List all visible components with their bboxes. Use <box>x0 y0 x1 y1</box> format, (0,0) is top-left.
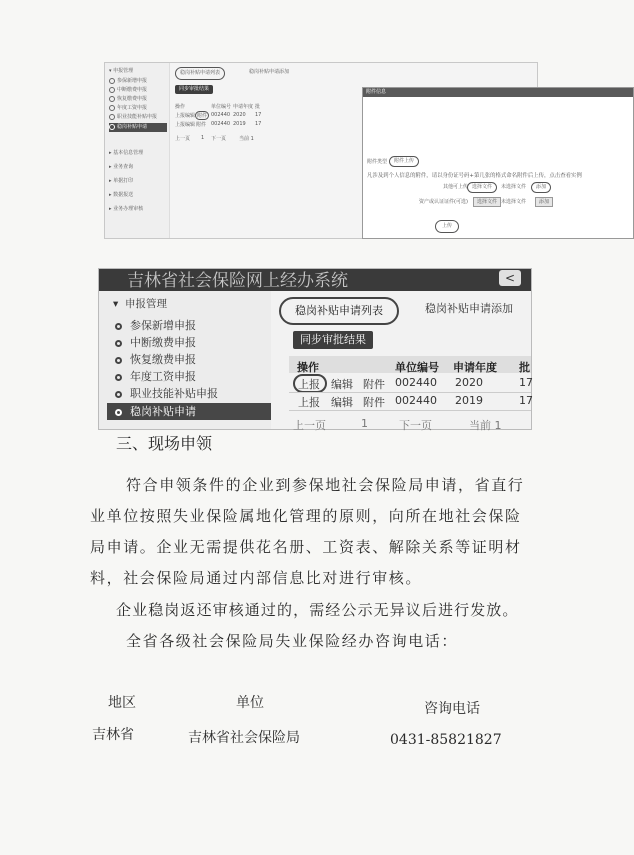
sidebar-group[interactable]: ▸ 业务办理审核 <box>109 206 144 212</box>
sidebar-item[interactable]: 参保新增申报 <box>115 317 271 334</box>
paragraph-line: 料，社会保险局通过内部信息比对进行审核。 <box>90 569 423 587</box>
system-header <box>99 269 531 291</box>
upload-button[interactable]: 上传 <box>435 220 459 233</box>
edit-link[interactable]: 编辑 <box>185 113 196 119</box>
pager-next[interactable]: 下一页 <box>399 419 432 432</box>
table-cell: 17 <box>255 112 262 118</box>
bullet-icon <box>109 96 115 102</box>
sync-results-button[interactable]: 同步审批结果 <box>175 85 213 94</box>
table-header: 单位编号 <box>395 361 439 374</box>
add-button[interactable]: 添加 <box>531 182 551 193</box>
sidebar-item[interactable]: 年度工资申报 <box>115 368 271 385</box>
row-divider <box>289 392 531 393</box>
choose-file-button[interactable]: 选择文件 <box>473 197 501 207</box>
attach-upload-pill[interactable]: 附件上传 <box>389 156 419 167</box>
paragraph-line: 全省各级社会保险局失业保险经办咨询电话： <box>126 632 459 650</box>
contact-cell-region: 吉林省 <box>92 727 134 743</box>
edit-link[interactable]: 编辑 <box>331 378 353 391</box>
attachment-link[interactable]: 附件 <box>363 378 385 391</box>
pager-page[interactable]: 1 <box>201 135 205 141</box>
dialog-title: 附件信息 <box>363 88 633 97</box>
tab-apply-add[interactable]: 稳岗补贴申请添加 <box>249 69 290 75</box>
report-link[interactable]: 上报 <box>298 378 320 391</box>
pager-page[interactable]: 1 <box>361 417 368 430</box>
sidebar-group[interactable]: ▸ 数据报送 <box>109 192 134 198</box>
table-cell: 17 <box>519 394 533 407</box>
row-divider <box>289 410 531 411</box>
tab-apply-list[interactable]: 稳岗补贴申请列表 <box>279 297 399 325</box>
report-link[interactable]: 上报 <box>298 396 320 409</box>
table-header: 批 <box>519 361 530 374</box>
contact-header-phone: 咨询电话 <box>424 701 480 717</box>
sidebar-group[interactable]: ▸ 单据打印 <box>109 178 134 184</box>
table-cell: 17 <box>519 376 533 389</box>
bullet-icon <box>115 357 122 364</box>
table-cell: 2019 <box>455 394 483 407</box>
paragraph-line: 局申请。企业无需提供花名册、工资表、解除关系等证明材 <box>90 538 522 556</box>
table-header: 操作 <box>297 361 319 374</box>
bullet-icon <box>109 78 115 84</box>
tab-apply-add[interactable]: 稳岗补贴申请添加 <box>425 302 513 315</box>
system-title: 吉林省社会保险网上经办系统 <box>127 271 348 291</box>
paragraph-line: 业单位按照失业保险属地化管理的原则，向所在地社会保险 <box>90 507 522 525</box>
attachment-link[interactable]: 附件 <box>197 113 208 119</box>
sidebar-item[interactable]: 参保新增申报 <box>109 77 167 86</box>
row-label: 资产或认证证件(可选) <box>419 199 468 205</box>
edit-link[interactable]: 编辑 <box>331 396 353 409</box>
table-cell: 002440 <box>395 394 437 407</box>
bullet-icon <box>115 409 122 416</box>
contact-cell-phone: 0431-85821827 <box>390 732 502 748</box>
add-button[interactable]: 添加 <box>535 197 553 207</box>
attachment-link[interactable]: 附件 <box>363 396 385 409</box>
bullet-icon <box>109 87 115 93</box>
report-link[interactable]: 上报 <box>175 122 186 128</box>
sidebar-group[interactable]: ▸ 业务查询 <box>109 164 134 170</box>
table-header: 批 <box>255 104 261 110</box>
table-cell: 2020 <box>455 376 483 389</box>
table-cell: 002440 <box>211 121 231 127</box>
sidebar-item[interactable]: 职业技能补贴申报 <box>109 113 167 122</box>
contact-cell-unit: 吉林省社会保险局 <box>188 730 300 746</box>
sidebar-item-active[interactable]: 稳岗补贴申请 <box>109 123 167 132</box>
sidebar-item[interactable]: 中断缴费申报 <box>109 86 167 95</box>
paragraph-line: 符合申领条件的企业到参保地社会保险局申请，省直行 <box>126 476 525 494</box>
bullet-icon <box>115 340 122 347</box>
table-header: 申请年度 <box>453 361 497 374</box>
sidebar <box>105 63 170 238</box>
bullet-icon <box>115 391 122 398</box>
table-header: 申请年度 <box>233 104 254 110</box>
screenshot-apply-list <box>98 268 532 430</box>
naming-note: 凡涉及到个人信息的附件，请以身份证号码+第几张的格式命名附件后上传，点击查看实例 <box>367 173 582 179</box>
table-cell: 2019 <box>233 121 246 127</box>
pager-current: 当前 1 <box>239 136 254 142</box>
bullet-icon <box>115 374 122 381</box>
sidebar-item[interactable]: 恢复缴费申报 <box>115 351 271 368</box>
attachment-dialog <box>362 87 634 239</box>
pager-prev[interactable]: 上一页 <box>175 136 191 142</box>
pager-next[interactable]: 下一页 <box>211 136 227 142</box>
attachment-link[interactable]: 附件 <box>196 122 207 128</box>
table-cell: 002440 <box>395 376 437 389</box>
table-header: 操作 <box>175 104 186 110</box>
pager-current: 当前 1 <box>469 419 502 432</box>
contact-header-region: 地区 <box>108 695 136 711</box>
sidebar <box>99 291 271 429</box>
sidebar-menu-head[interactable]: ▾ 申报管理 <box>109 68 134 74</box>
report-link[interactable]: 上报 <box>175 113 186 119</box>
sidebar-item-active[interactable]: 稳岗补贴申请 <box>107 403 271 420</box>
screenshot-upload-dialog <box>104 62 582 239</box>
pager-prev[interactable]: 上一页 <box>293 419 326 432</box>
back-icon[interactable]: < <box>499 270 521 286</box>
sidebar-item[interactable]: 职业技能补贴申报 <box>115 385 271 402</box>
table-cell: 2020 <box>233 112 246 118</box>
contact-header-unit: 单位 <box>236 695 264 711</box>
tab-bar <box>171 67 371 79</box>
table-cell: 002440 <box>211 112 231 118</box>
sync-results-button[interactable]: 同步审批结果 <box>293 331 373 349</box>
paragraph-line: 企业稳岗返还审核通过的，需经公示无异议后进行发放。 <box>116 601 519 619</box>
row-label: 其他可上传 <box>443 184 469 190</box>
bullet-icon <box>109 124 115 130</box>
section-heading: 三、现场申领 <box>116 434 213 453</box>
sidebar-item[interactable]: 中断缴费申报 <box>115 334 271 351</box>
sidebar-item[interactable]: 恢复缴费申报 <box>109 95 167 104</box>
attach-type-label: 附件类型 <box>367 159 388 165</box>
edit-link[interactable]: 编辑 <box>185 122 196 128</box>
table-header: 单位编号 <box>211 104 232 110</box>
bullet-icon <box>109 114 115 120</box>
sidebar-item[interactable]: 年度工资申报 <box>109 104 167 113</box>
bullet-icon <box>115 323 122 330</box>
sidebar-menu-head[interactable]: ▾ 申报管理 <box>113 298 167 310</box>
bullet-icon <box>109 105 115 111</box>
choose-file-button[interactable]: 选择文件 <box>467 182 497 193</box>
sidebar-group[interactable]: ▸ 基本信息管理 <box>109 150 144 156</box>
tab-apply-list[interactable]: 稳岗补贴申请列表 <box>175 67 225 80</box>
table-cell: 17 <box>255 121 262 127</box>
no-file-text: 未选择文件 <box>501 199 527 205</box>
no-file-text: 未选择文件 <box>501 184 527 190</box>
